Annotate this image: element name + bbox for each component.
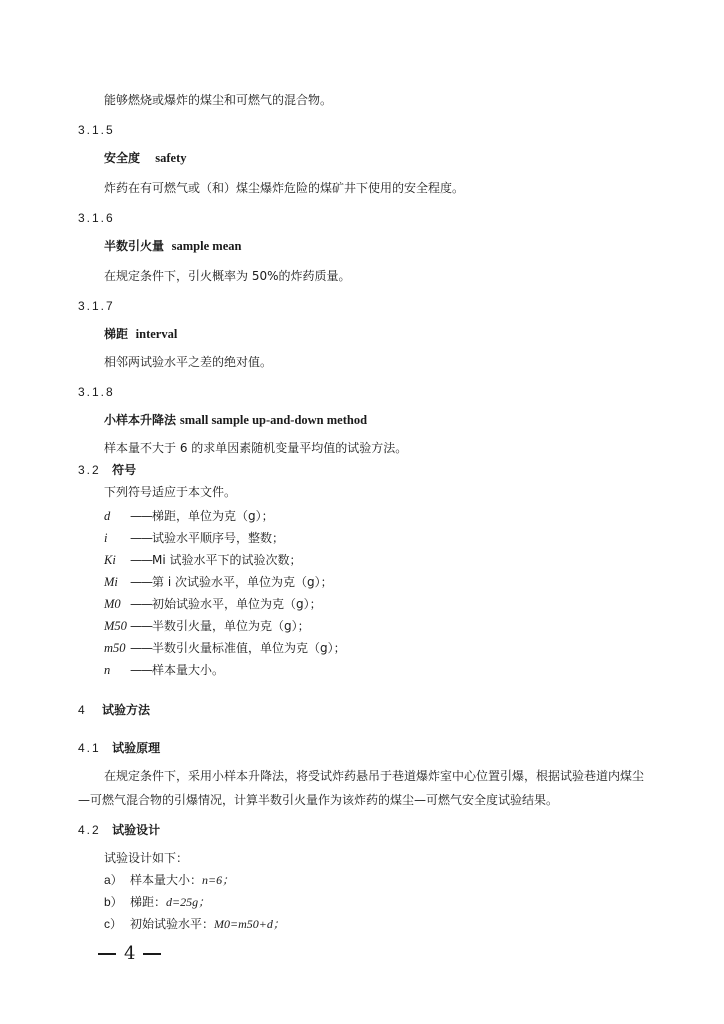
clause-number: 3.1.7 [78,299,115,313]
list-text: 初始试验水平： [130,917,215,931]
symbol-description: 样本量大小。 [152,663,225,677]
symbol-row [104,662,224,678]
term-definition: 样本量不大于 6 的求单因素随机变量平均值的试验方法。 [104,441,408,455]
symbol-description: 半数引火量，单位为克（g）； [152,619,310,633]
body-paragraph: 在规定条件下，采用小样本升降法，将受试炸药悬吊于巷道爆炸室中心位置引爆，根据试验巷道内煤尘—可燃气混合物的引爆情况，计算半数引火量作为该炸药的煤尘—可燃气安全度试验结果。 [78,769,645,807]
list-marker: c） [104,917,123,931]
term-heading [104,326,177,342]
section-intro: 下列符号适应于本文件。 [104,485,237,499]
footer-dash-right [143,953,161,955]
symbol-dash: —— [130,575,152,589]
list-item [104,916,285,932]
footer-dash-left [98,953,116,955]
section-title: 试验原理 [112,741,161,755]
term-chinese: 小样本升降法 [104,413,177,427]
term-heading [104,238,241,254]
symbol-description: 梯距，单位为克（g）； [152,509,274,523]
symbol-dash: —— [130,597,152,611]
term-heading [104,412,367,428]
section-heading [78,740,160,756]
clause-number: 3.1.6 [78,211,115,225]
section-title: 符号 [112,463,137,477]
symbol-row [104,640,346,656]
list-formula: d=25g； [166,895,211,909]
symbol: M50 [104,619,127,633]
list-item [104,872,234,888]
term-chinese: 梯距 [104,327,129,341]
symbol-row [104,574,333,590]
chapter-title: 试验方法 [101,703,150,717]
symbol-description: Mi 试验水平下的试验次数； [152,553,302,567]
term-chinese: 安全度 [104,151,141,165]
list-text: 梯距： [130,895,167,909]
term-english: safety [155,151,187,165]
section-number: 4.2 [78,823,101,837]
page-number: 4 [124,943,136,964]
symbol-dash: —— [130,619,152,633]
term-chinese: 半数引火量 [104,239,165,253]
term-definition: 在规定条件下，引火概率为 50%的炸药质量。 [104,269,351,283]
clause-number: 3.1.8 [78,385,115,399]
symbol-dash: —— [130,663,152,677]
symbol-description: 第 i 次试验水平，单位为克（g）； [152,575,333,589]
symbol-description: 半数引火量标准值，单位为克（g）； [152,641,346,655]
section-heading [78,462,136,478]
symbol: d [104,509,111,523]
symbol-row [104,596,322,612]
term-definition: 相邻两试验水平之差的绝对值。 [104,355,273,369]
symbol: n [104,663,111,677]
symbol-dash: —— [130,641,152,655]
list-item [104,894,210,910]
section-number: 4.1 [78,741,101,755]
symbol-row [104,618,310,634]
symbol-dash: —— [130,509,152,523]
term-english: interval [135,327,178,341]
symbol: m50 [104,641,126,655]
section-heading [78,822,160,838]
symbol-row [104,508,274,524]
symbol: i [104,531,108,545]
list-formula: n=6； [202,873,235,887]
paragraph-continuation: 能够燃烧或爆炸的煤尘和可燃气的混合物。 [104,93,333,107]
section-intro: 试验设计如下： [104,851,189,865]
term-definition: 炸药在有可燃气或（和）煤尘爆炸危险的煤矿井下使用的安全程度。 [104,181,465,195]
symbol-dash: —— [130,531,152,545]
symbol-row [104,552,302,568]
symbol-description: 试验水平顺序号，整数； [152,531,285,545]
clause-number: 3.1.5 [78,123,115,137]
list-marker: b） [104,895,123,909]
list-marker: a） [104,873,123,887]
symbol: M0 [104,597,121,611]
section-number: 3.2 [78,463,101,477]
symbol: Mi [104,575,118,589]
chapter-heading [78,702,150,718]
list-text: 样本量大小： [130,873,203,887]
symbol: Ki [104,553,116,567]
symbol-description: 初始试验水平，单位为克（g）； [152,597,322,611]
term-heading [104,150,187,166]
symbol-dash: —— [130,553,152,567]
term-english: small sample up-and-down method [179,413,368,427]
list-formula: M0=m50+d； [214,917,285,931]
section-title: 试验设计 [112,823,161,837]
symbol-row [104,530,284,546]
term-english: sample mean [171,239,242,253]
page-footer [90,944,169,964]
chapter-number: 4 [78,703,87,717]
